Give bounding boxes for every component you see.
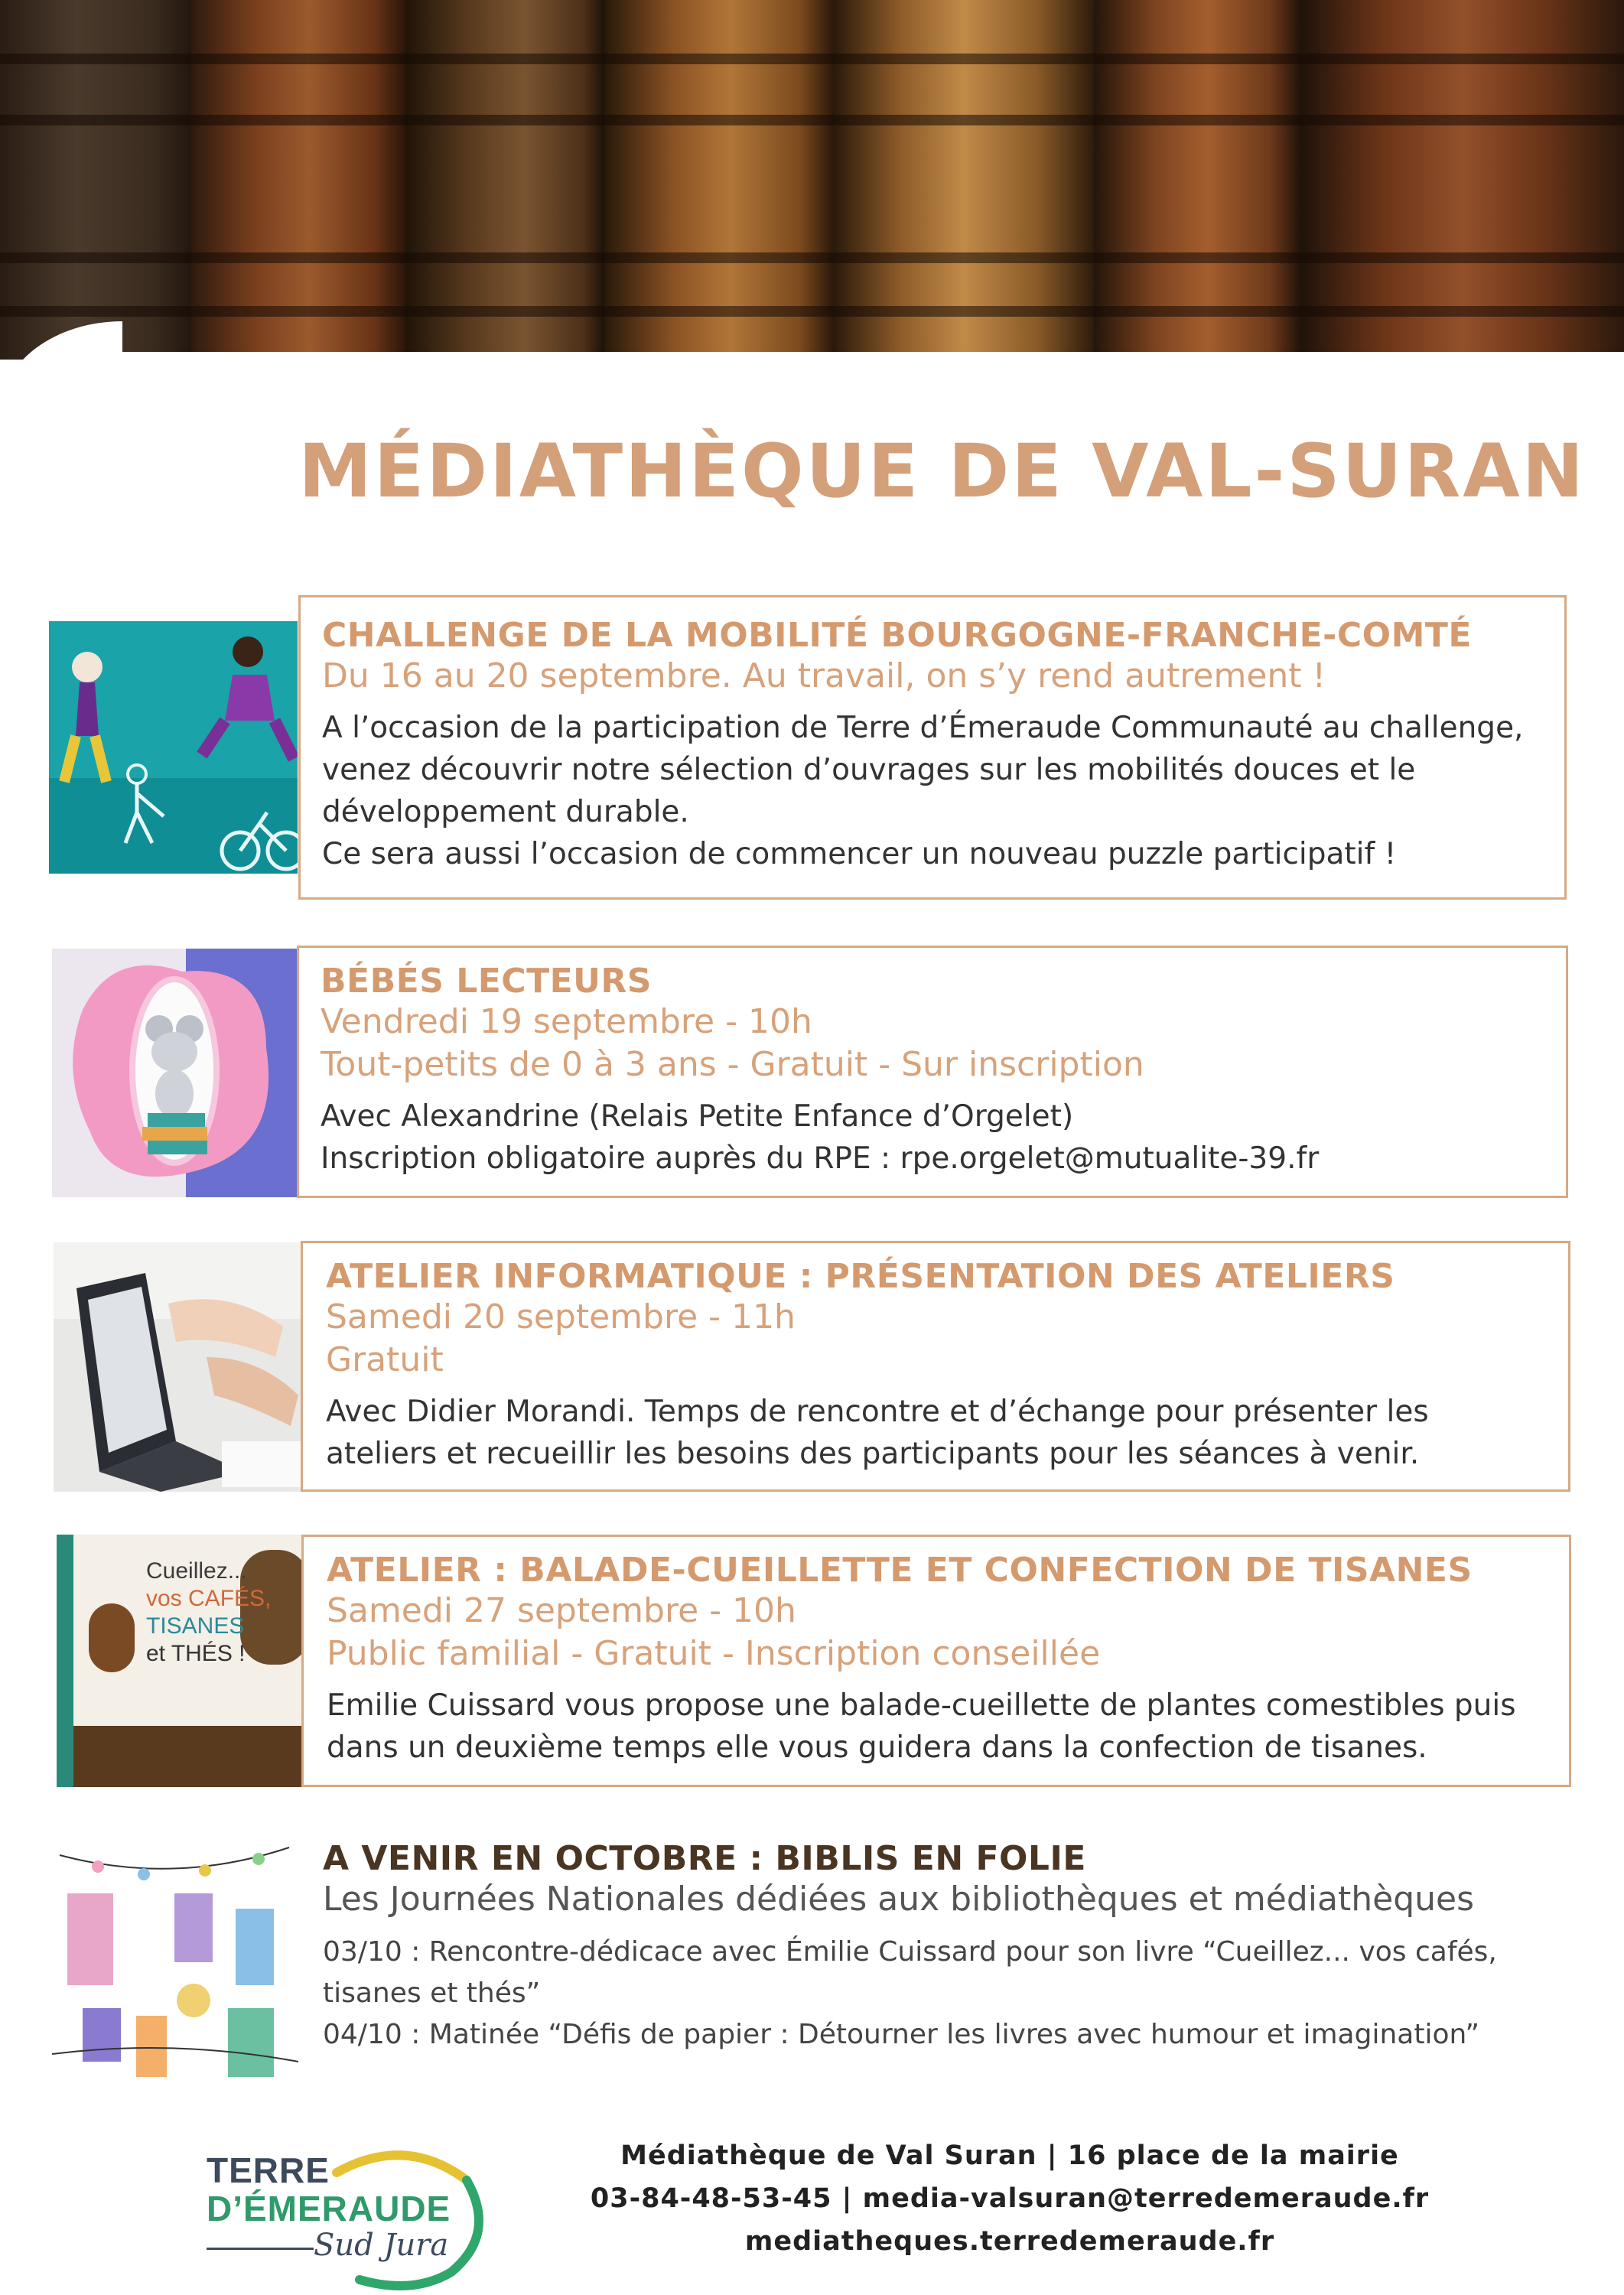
laptop-workshop-photo [54, 1242, 302, 1492]
event-description: A l’occasion de la participation de Terre d’Émeraude Communauté au challenge, venez découvrir notre sélection d’ouvrages sur les mobilités douces et le développement durable. Ce sera aussi l’occasion de commencer un nouveau puzzle participatif ! [322, 711, 1524, 871]
event-date: Samedi 20 septembre - 11h [326, 1297, 796, 1336]
event-audience: Public familial - Gratuit - Inscription conseillée [327, 1634, 1101, 1673]
event-date: Samedi 27 septembre - 10h [327, 1591, 796, 1630]
address-line: Médiathèque de Val Suran | 16 place de la mairie [620, 2140, 1399, 2171]
upcoming-title: A VENIR EN OCTOBRE : BIBLIS EN FOLIE [323, 1839, 1086, 1878]
event-title: BÉBÉS LECTEURS [321, 962, 652, 1001]
event-date: Du 16 au 20 septembre. Au travail, on s’y rend autrement ! [322, 656, 1326, 695]
event-title: CHALLENGE DE LA MOBILITÉ BOURGOGNE-FRANCHE-COMTÉ [322, 616, 1472, 655]
herbal-tea-book-cover: Cueillez... vos CAFÉS, TISANES et THÉS ! [57, 1535, 301, 1787]
event-audience: Gratuit [326, 1340, 444, 1379]
event-description: Emilie Cuissard vous propose une balade-cueillette de plantes comestibles puis dans un deuxième temps elle vous guidera dans la confection de tisanes. [327, 1688, 1516, 1765]
mouse-on-books-illustration [52, 949, 297, 1197]
mobility-illustration [49, 621, 298, 874]
header-book-spines-image [0, 0, 1624, 360]
contact-info [551, 2134, 1469, 2263]
biblis-en-folie-illustration [52, 1825, 298, 2085]
event-title: ATELIER : BALADE-CUEILLETTE ET CONFECTION DE TISANES [327, 1551, 1473, 1590]
page-title: MÉDIATHÈQUE DE VAL-SURAN [298, 428, 1586, 514]
upcoming-subtitle: Les Journées Nationales dédiées aux bibliothèques et médiathèques [323, 1880, 1475, 1919]
website-link[interactable]: mediatheques.terredemeraude.fr [744, 2226, 1275, 2257]
event-audience: Tout-petits de 0 à 3 ans - Gratuit - Sur inscription [321, 1045, 1144, 1084]
terre-d-emeraude-logo: TERRE D’ÉMERAUDE Sud Jura [199, 2142, 490, 2295]
contact-line[interactable]: 03-84-48-53-45 | media-valsuran@terredemeraude.fr [590, 2183, 1430, 2214]
event-description: Avec Didier Morandi. Temps de rencontre et d’échange pour présenter les ateliers et recueillir les besoins des participants pour les séances à venir. [326, 1395, 1429, 1471]
event-description: Avec Alexandrine (Relais Petite Enfance d’Orgelet) Inscription obligatoire auprès du RPE : rpe.orgelet@mutualite-39.fr [321, 1099, 1320, 1176]
event-title: ATELIER INFORMATIQUE : PRÉSENTATION DES ATELIERS [326, 1257, 1395, 1296]
upcoming-description: 03/10 : Rencontre-dédicace avec Émilie Cuissard pour son livre “Cueillez... vos cafés, tisanes et thés” 04/10 : Matinée “Défis de papier : Détourner les livres avec humour et imagination” [323, 1936, 1497, 2050]
event-date: Vendredi 19 septembre - 10h [321, 1002, 812, 1041]
